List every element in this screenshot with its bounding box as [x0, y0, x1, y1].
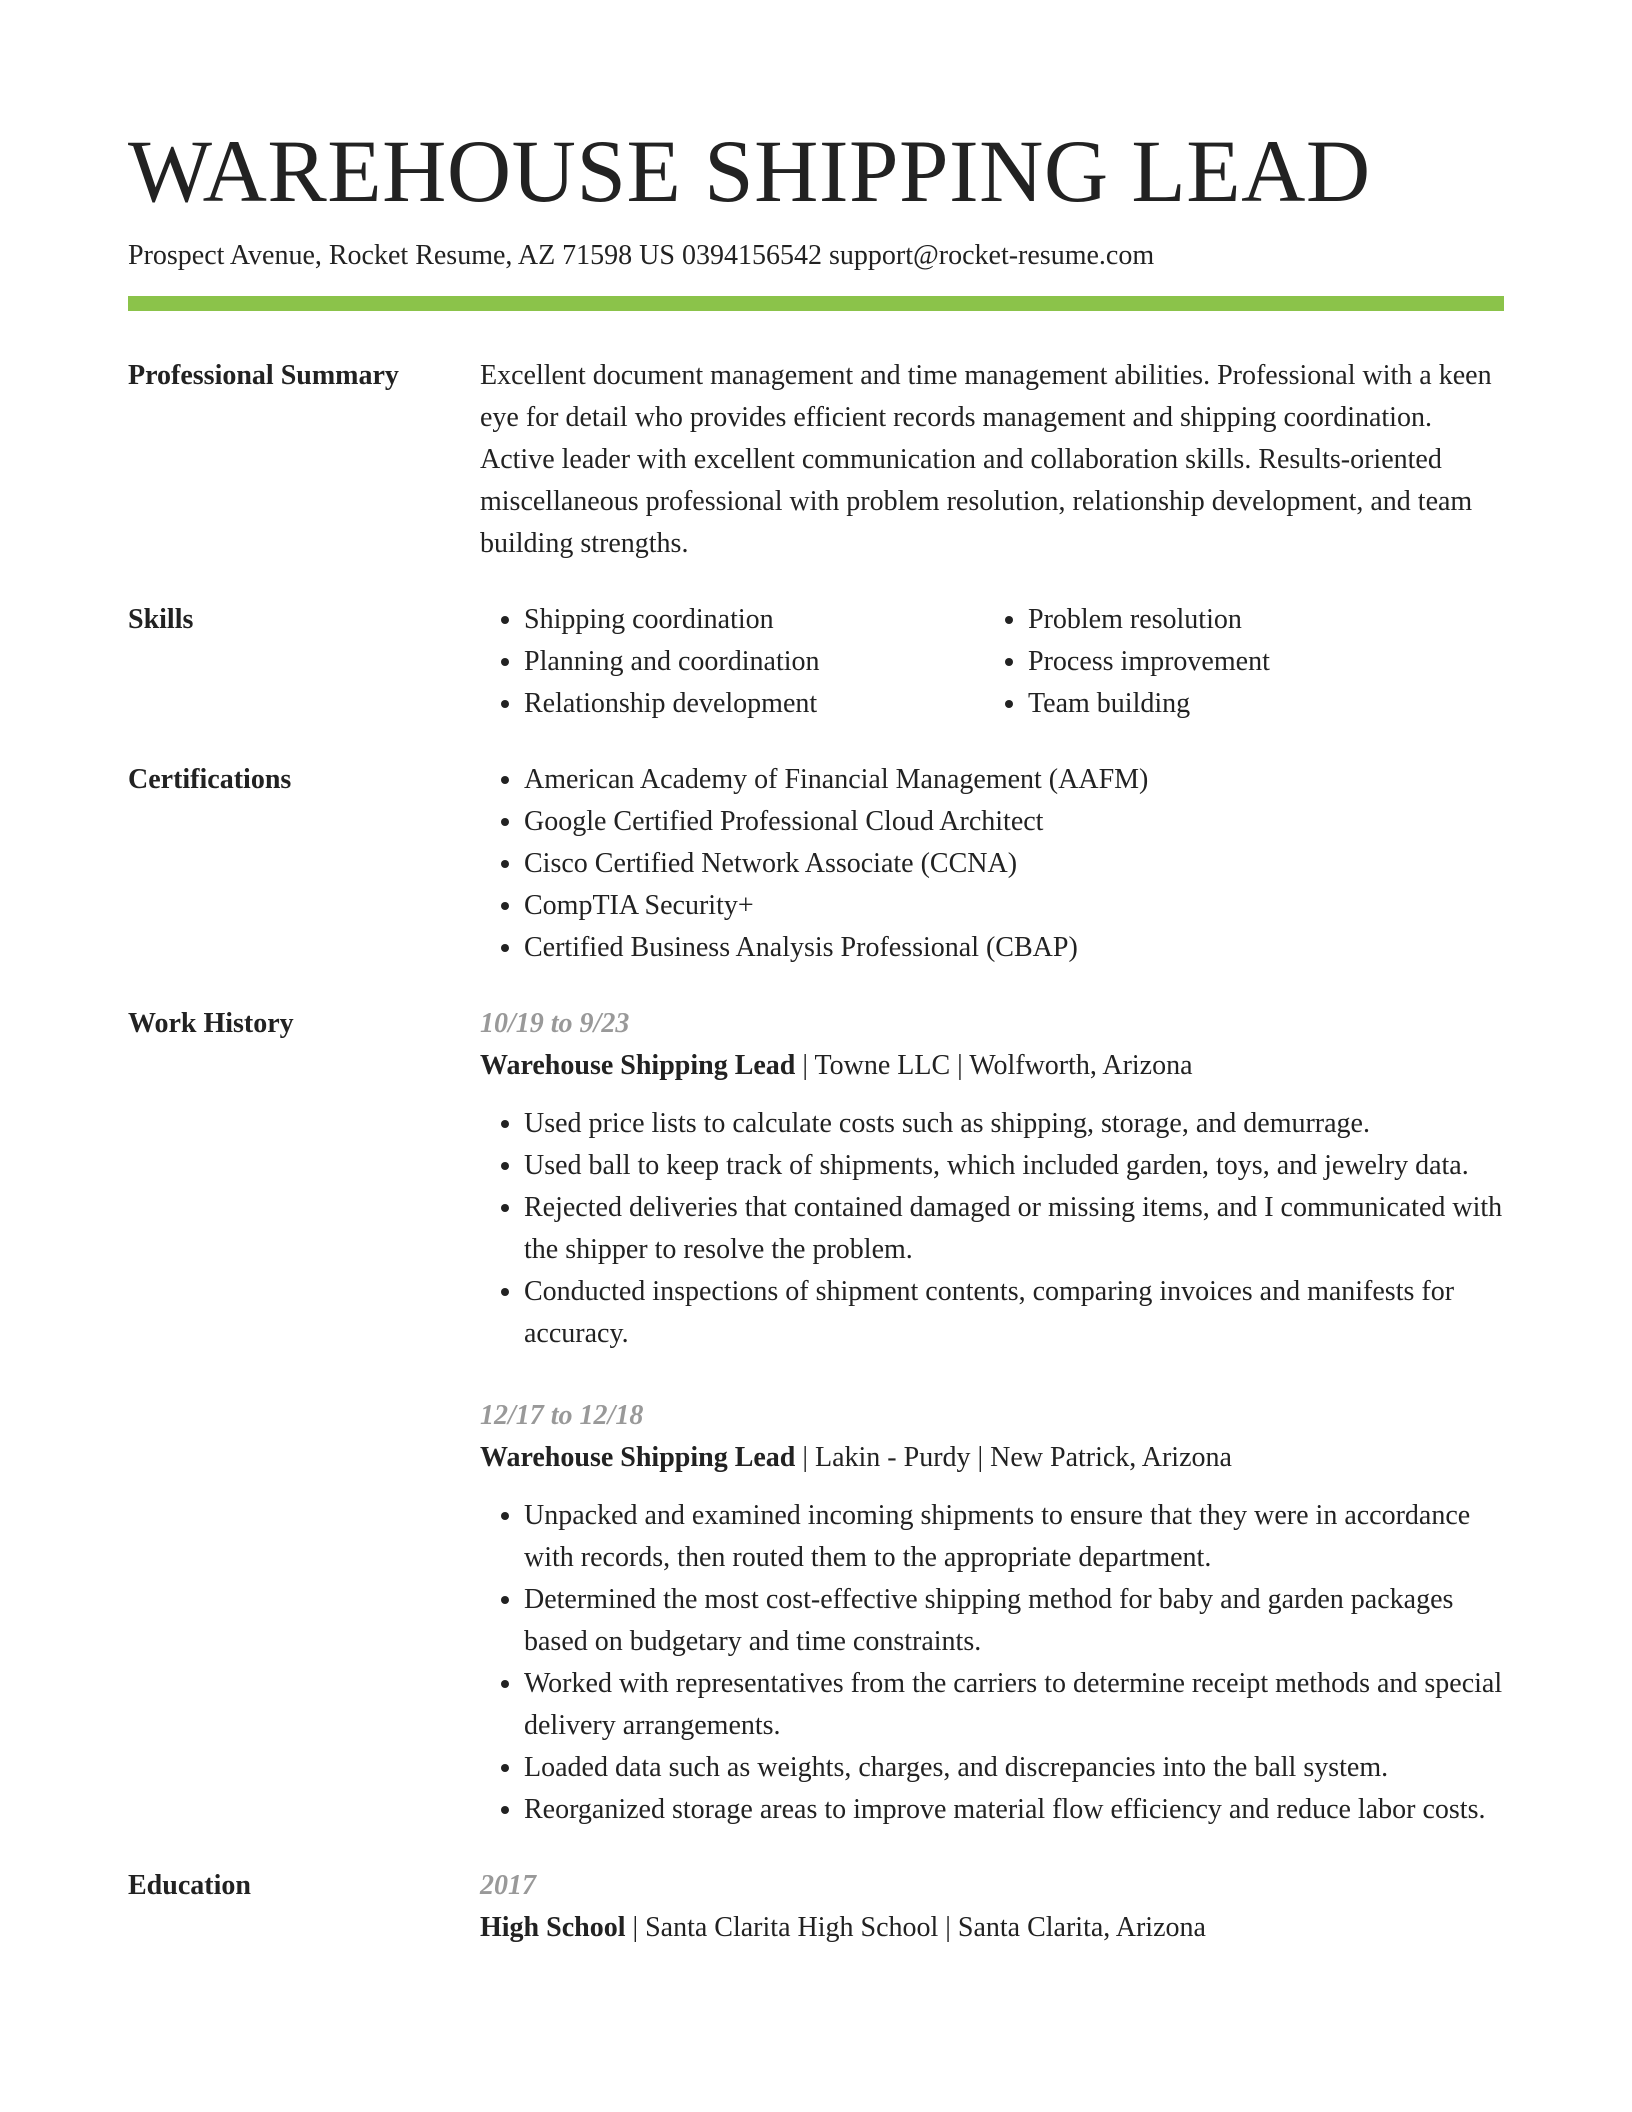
education-heading	[480, 1907, 1504, 1949]
work-history-body	[480, 1003, 1504, 1831]
section-label-skills: Skills	[128, 604, 194, 635]
job-entry	[480, 1395, 1504, 1831]
summary-body	[480, 355, 1504, 565]
job-dates: 10/19 to 9/23	[480, 1008, 630, 1039]
skill-item: • Planning and coordination	[524, 641, 984, 683]
job-title: Warehouse Shipping Lead	[480, 1050, 796, 1081]
job-bullet-list	[480, 1495, 1504, 1831]
job-bullet-list	[480, 1103, 1504, 1355]
job-heading	[480, 1437, 1504, 1479]
education-degree: High School	[480, 1912, 626, 1943]
job-bullet: • Used ball to keep track of shipments, which included garden, toys, and jewelry data.	[524, 1145, 1504, 1187]
job-heading	[480, 1045, 1504, 1087]
section-label-work-history: Work History	[128, 1008, 294, 1039]
summary-section	[128, 360, 1504, 565]
job-bullet: • Worked with representatives from the carriers to determine receipt methods and special delivery arrangements.	[524, 1663, 1504, 1747]
education-school: | Santa Clarita High School	[625, 1912, 938, 1943]
education-section	[128, 1870, 1504, 1949]
job-bullet: • Loaded data such as weights, charges, and discrepancies into the ball system.	[524, 1747, 1504, 1789]
resume-page	[128, 120, 1504, 1949]
certification-item: • Certified Business Analysis Professional (CBAP)	[524, 927, 1504, 969]
job-bullet: • Conducted inspections of shipment contents, comparing invoices and manifests for accuracy.	[524, 1271, 1504, 1355]
skills-column-2	[984, 599, 1488, 725]
section-label-summary: Professional Summary	[128, 360, 399, 391]
skills-column-1	[480, 599, 984, 725]
job-company: | Lakin - Purdy	[795, 1442, 970, 1473]
contact-address: Prospect Avenue, Rocket Resume, AZ 71598 US	[128, 240, 675, 271]
summary-text: Excellent document management and time management abilities. Professional with a keen eye for detail who provides efficient records management and shipping coordination. Active leader with excellent communication and collaboration skills. Results-oriented miscellaneous professional with problem resolution, relationship development, and team building strengths.	[480, 360, 1492, 559]
contact-email: support@rocket-resume.com	[828, 240, 1155, 271]
skill-item: • Process improvement	[1028, 641, 1488, 683]
education-year: 2017	[480, 1870, 536, 1901]
education-location: | Santa Clarita, Arizona	[938, 1912, 1206, 1943]
job-location: | New Patrick, Arizona	[971, 1442, 1232, 1473]
job-dates: 12/17 to 12/18	[480, 1400, 644, 1431]
skill-item: • Team building	[1028, 683, 1488, 725]
work-history-section	[128, 1008, 1504, 1831]
certification-item: • Google Certified Professional Cloud Architect	[524, 801, 1504, 843]
resume-name-heading: WAREHOUSE SHIPPING LEAD	[128, 123, 1371, 221]
skill-item: • Problem resolution	[1028, 599, 1488, 641]
certifications-section	[128, 764, 1504, 969]
job-bullet: • Determined the most cost-effective shipping method for baby and garden packages based on budgetary and time constraints.	[524, 1579, 1504, 1663]
job-bullet: • Reorganized storage areas to improve material flow efficiency and reduce labor costs.	[524, 1789, 1504, 1831]
skills-section	[128, 604, 1504, 725]
certifications-body	[480, 759, 1504, 969]
job-title: Warehouse Shipping Lead	[480, 1442, 796, 1473]
job-bullet: • Rejected deliveries that contained damaged or missing items, and I communicated with the shipper to resolve the problem.	[524, 1187, 1504, 1271]
skill-item: • Relationship development	[524, 683, 984, 725]
certification-item: • Cisco Certified Network Associate (CCNA)	[524, 843, 1504, 885]
job-bullet: • Used price lists to calculate costs such as shipping, storage, and demurrage.	[524, 1103, 1504, 1145]
skills-grid	[480, 599, 1504, 725]
job-bullet: • Unpacked and examined incoming shipments to ensure that they were in accordance with records, then routed them to the appropriate department.	[524, 1495, 1504, 1579]
section-label-education: Education	[128, 1870, 251, 1901]
job-entry	[480, 1003, 1504, 1355]
section-label-certifications: Certifications	[128, 764, 292, 795]
accent-divider	[128, 296, 1504, 311]
certification-item: • CompTIA Security+	[524, 885, 1504, 927]
job-location: | Wolfworth, Arizona	[950, 1050, 1192, 1081]
job-company: | Towne LLC	[795, 1050, 950, 1081]
contact-phone: 0394156542	[681, 240, 822, 271]
education-body	[480, 1865, 1504, 1949]
certification-item: • American Academy of Financial Management (AAFM)	[524, 759, 1504, 801]
certifications-list	[480, 759, 1504, 969]
contact-line	[128, 236, 1504, 276]
skill-item: • Shipping coordination	[524, 599, 984, 641]
